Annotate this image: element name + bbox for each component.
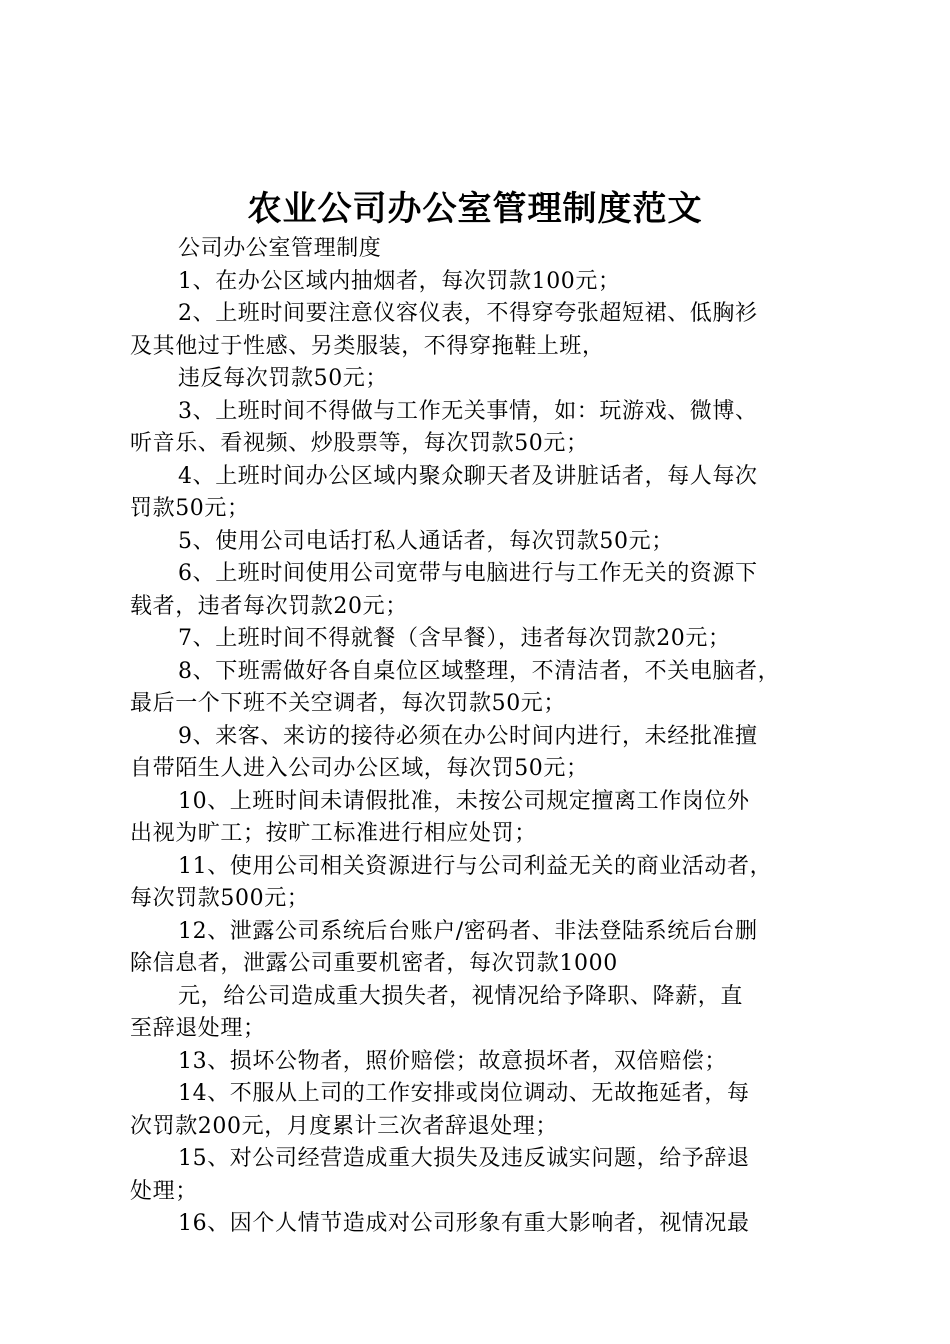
rule-item-1: 1、在办公区域内抽烟者，每次罚款100元；: [178, 268, 621, 294]
rule-item-5: 5、使用公司电话打私人通话者，每次罚款50元；: [178, 528, 674, 554]
rule-item-12: 12、泄露公司系统后台账户/密码者、非法登陆系统后台删: [178, 918, 758, 944]
document-body: [130, 233, 830, 1241]
rule-item-6-cont: 载者，违者每次罚款20元；: [130, 593, 408, 619]
rule-item-7: 7、上班时间不得就餐（含早餐），违者每次罚款20元；: [178, 626, 731, 651]
document-title: 农业公司办公室管理制度范文: [247, 189, 703, 229]
rule-item-16: 16、因个人情节造成对公司形象有重大影响者，视情况最: [178, 1211, 750, 1236]
rule-item-4-cont: 罚款50元；: [130, 496, 250, 521]
rule-item-8-cont: 最后一个下班不关空调者，每次罚款50元；: [130, 691, 566, 716]
rule-item-12-cont: 元，给公司造成重大损失者，视情况给予降职、降薪，直: [178, 983, 744, 1009]
rule-item-9-cont: 自带陌生人进入公司办公区域，每次罚50元；: [130, 756, 589, 781]
rule-item-3-cont: 听音乐、看视频、炒股票等，每次罚款50元；: [130, 431, 589, 456]
rule-item-4: 4、上班时间办公区域内聚众聊天者及讲脏话者，每人每次: [178, 463, 758, 489]
rule-item-9: 9、来客、来访的接待必须在办公时间内进行，未经批准擅: [178, 723, 758, 749]
rule-item-13: 13、损坏公物者，照价赔偿；故意损坏者，双倍赔偿；: [178, 1048, 727, 1074]
rule-item-2-cont: 及其他过于性感、另类服装，不得穿拖鞋上班，: [130, 333, 605, 359]
rule-item-11-cont: 每次罚款500元；: [130, 886, 310, 911]
rule-item-12-cont: 除信息者，泄露公司重要机密者，每次罚款1000: [130, 951, 618, 976]
rule-item-6: 6、上班时间使用公司宽带与电脑进行与工作无关的资源下: [178, 561, 758, 586]
rule-item-8: 8、下班需做好各自桌位区域整理，不清洁者，不关电脑者，: [178, 658, 781, 684]
rule-item-15: 15、对公司经营造成重大损失及违反诚实问题，给予辞退: [178, 1146, 750, 1171]
rule-item-2: 2、上班时间要注意仪容仪表，不得穿夸张超短裙、低胸衫: [178, 301, 758, 326]
rule-item-14-cont: 次罚款200元，月度累计三次者辞退处理；: [130, 1113, 558, 1139]
rule-item-15-cont: 处理；: [130, 1178, 198, 1204]
rule-item-11: 11、使用公司相关资源进行与公司利益无关的商业活动者，: [178, 853, 773, 879]
rule-item-10: 10、上班时间未请假批准，未按公司规定擅离工作岗位外: [178, 788, 750, 814]
rule-item-14: 14、不服从上司的工作安排或岗位调动、无故拖延者，每: [178, 1081, 750, 1106]
rule-item-3: 3、上班时间不得做与工作无关事情，如：玩游戏、微博、: [178, 398, 758, 424]
section-heading: 公司办公室管理制度: [178, 236, 382, 261]
rule-item-2-cont: 违反每次罚款50元；: [178, 366, 388, 391]
rule-item-12-cont: 至辞退处理；: [130, 1016, 266, 1041]
rule-item-10-cont: 出视为旷工；按旷工标准进行相应处罚；: [130, 821, 537, 846]
